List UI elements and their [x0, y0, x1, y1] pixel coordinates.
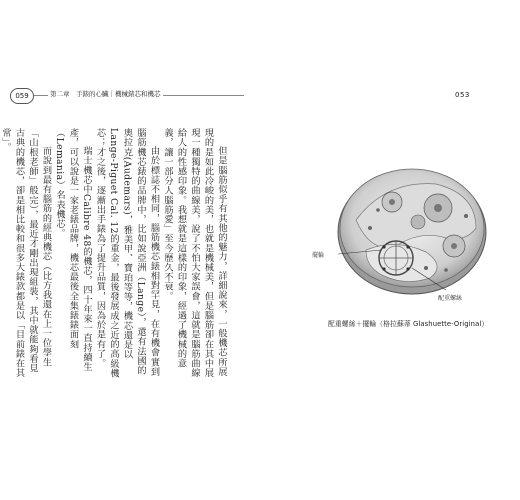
label-weight-screw: 配重螺絲 — [438, 295, 463, 302]
paragraph: 瑞士機芯中Calibre 48的機芯，四十年來一直持續生產，可以說是一家老錶品牌，機芯最後全集錶錶面刻（Lemania）名表機芯。 — [54, 128, 92, 372]
label-balance-wheel: 擺輪 — [312, 252, 325, 259]
paragraph: 而說到最有腦筋的經典機芯（比方我還在上一位學生「山根老師」般完），最近才剛出現組裝，其中就能夠看見古典的機芯，卻是相比較和很多大錶款都是以「目前錶在其常」。 — [0, 128, 52, 378]
watch-movement-illustration — [326, 150, 492, 316]
figure-caption: 配重螺絲＋擺輪（格拉蘇蒂 Glashuette-Original） — [328, 320, 489, 328]
left-page-number: 059 — [10, 88, 34, 104]
paragraph: 但是腦筋似乎有其他的魅力，詳細說來，一般機芯所展現的是如此冷峻的美，也就是機械美，但是腦筋卻在其中展現一種獨特的曲線美，說了不怕大家誤會，這就是腦筋曲線給人的性感印象。我想就是這樣的印象，經過了機械的意義，讓一部分人腦筋愛」至今歷久不衰。 — [162, 128, 227, 378]
left-page-number-badge — [10, 88, 34, 104]
right-page-number: 053 — [455, 91, 470, 99]
chapter-title: 第二章 手錶的心臟｜機械錶芯和機芯 — [50, 90, 161, 98]
paragraph: 由於標誌不相同，腦筋機芯錶相對罕見，在有機會實到腦筋機芯錶的品牌中，比如說亞洲（Lange），還有法國的奧拉克(Audemars)，雅美甲、寶珀等等，機芯還是以Lange-Piguet Cal. 12的重金，最後發展成之近的高級機芯；才之後，逐漸出手錶為了提升品質，因為於是有了。 — [94, 128, 160, 378]
vertical-body-text — [0, 128, 228, 378]
